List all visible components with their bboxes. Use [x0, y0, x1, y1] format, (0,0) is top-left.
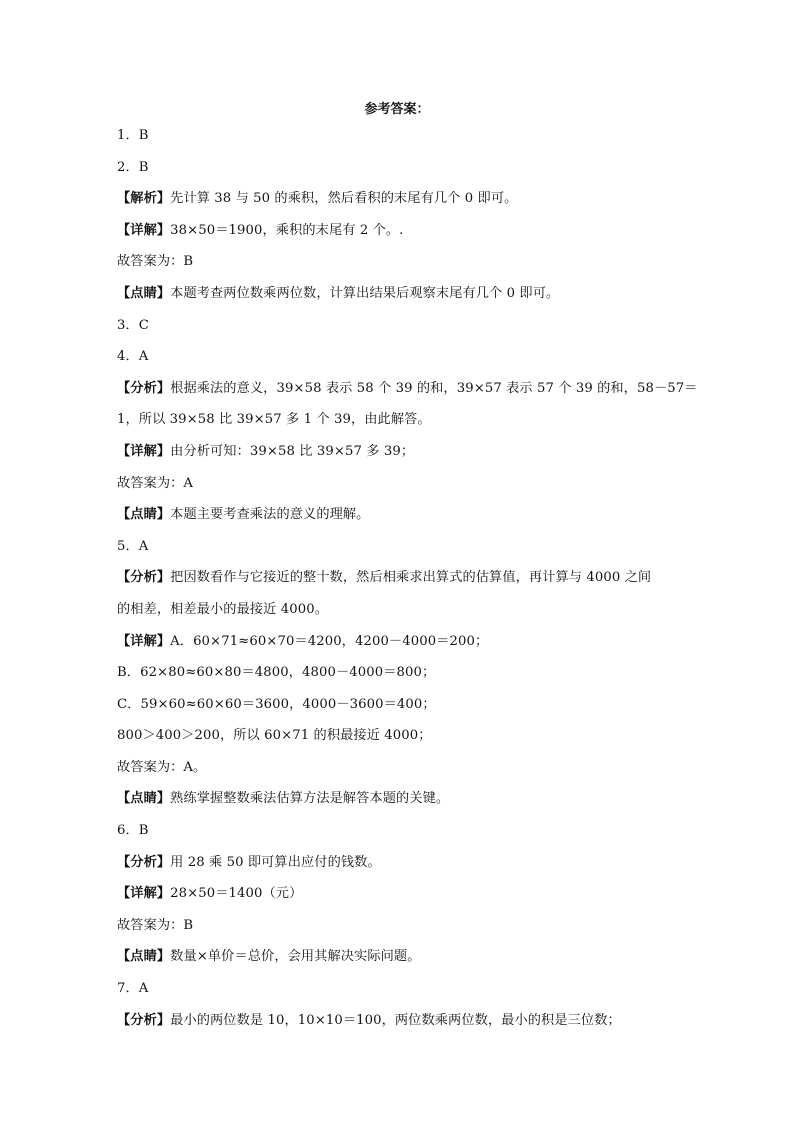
answer-line	[117, 499, 687, 531]
line-text: 6．B	[117, 823, 149, 839]
line-text: 最小的两位数是 10，10×10＝100，两位数乘两位数，最小的积是三位数；	[170, 1012, 621, 1028]
section-tag: 【分析】	[117, 1012, 171, 1028]
line-text: 7．A	[117, 981, 149, 997]
answer-line	[117, 246, 687, 278]
section-tag: 【点睛】	[117, 507, 171, 523]
answer-line	[117, 562, 687, 594]
answer-line	[117, 531, 687, 563]
answer-line	[117, 1005, 687, 1037]
line-text: 先计算 38 与 50 的乘积，然后看积的末尾有几个 0 即可。	[170, 191, 518, 207]
answer-line	[117, 689, 687, 721]
answer-line	[117, 720, 687, 752]
line-text: 故答案为：A	[117, 475, 194, 491]
section-tag: 【分析】	[117, 854, 171, 870]
answer-line	[117, 278, 687, 310]
section-tag: 【详解】	[117, 633, 171, 649]
line-text: 38×50＝1900，乘积的末尾有 2 个。.	[170, 222, 404, 238]
line-text: 的相差，相差最小的最接近 4000。	[117, 601, 328, 617]
answer-lines	[117, 120, 698, 1036]
answer-line	[117, 120, 687, 152]
section-tag: 【详解】	[117, 222, 171, 238]
answer-line	[117, 847, 687, 879]
line-text: 1．B	[117, 128, 149, 143]
line-text: 熟练掌握整数乘法估算方法是解答本题的关键。	[170, 791, 450, 807]
answer-line	[117, 152, 687, 184]
line-text: 故答案为：B	[117, 254, 194, 270]
page-title: 参考答案：	[364, 102, 430, 117]
answer-line	[117, 594, 687, 626]
section-tag: 【解析】	[117, 191, 171, 207]
line-text: 1，所以 39×58 比 39×57 多 1 个 39，由此解答。	[117, 412, 431, 428]
line-text: A．60×71≈60×70＝4200，4200－4000＝200；	[170, 633, 489, 649]
answer-line	[117, 404, 687, 436]
answer-line	[117, 973, 687, 1005]
line-text: 故答案为：B	[117, 917, 194, 933]
answer-line	[117, 941, 687, 973]
answer-line	[117, 626, 687, 658]
line-text: 28×50＝1400（元）	[170, 886, 303, 902]
line-text: 5．A	[117, 538, 149, 554]
answer-line	[117, 783, 687, 815]
answer-line	[117, 341, 687, 373]
section-tag: 【分析】	[117, 380, 171, 396]
line-text: 根据乘法的意义，39×58 表示 58 个 39 的和，39×57 表示 57 个 39 的和，58－57＝	[170, 380, 698, 396]
section-tag: 【点睛】	[117, 949, 171, 965]
line-text: 用 28 乘 50 即可算出应付的钱数。	[170, 854, 381, 870]
section-tag: 【详解】	[117, 886, 171, 902]
line-text: 数量×单价＝总价，会用其解决实际问题。	[170, 949, 421, 965]
line-text: 800＞400＞200，所以 60×71 的积最接近 4000；	[117, 728, 432, 744]
line-text: 由分析可知：39×58 比 39×57 多 39；	[170, 443, 415, 459]
answer-line	[117, 752, 687, 784]
section-tag: 【分析】	[117, 570, 171, 586]
answer-line	[117, 815, 687, 847]
line-text: 3．C	[117, 317, 149, 333]
section-tag: 【详解】	[117, 443, 171, 459]
answer-line	[117, 373, 698, 405]
line-text: 2．B	[117, 159, 149, 175]
answer-line	[117, 910, 687, 942]
answer-line	[117, 436, 687, 468]
section-tag: 【点睛】	[117, 791, 171, 807]
line-text: C．59×60≈60×60＝3600，4000－3600＝400；	[117, 696, 436, 712]
answer-line	[117, 878, 687, 910]
answer-line	[117, 183, 687, 215]
line-text: 把因数看作与它接近的整十数，然后相乘求出算式的估算值，再计算与 4000 之间	[170, 570, 652, 586]
line-text: 本题主要考查乘法的意义的理解。	[170, 507, 370, 523]
answer-line	[117, 468, 687, 500]
line-text: 4．A	[117, 349, 149, 365]
line-text: 故答案为：A。	[117, 759, 207, 775]
section-tag: 【点睛】	[117, 285, 171, 301]
answer-line	[117, 657, 687, 689]
answer-line	[117, 215, 687, 247]
line-text: 本题考查两位数乘两位数，计算出结果后观察末尾有几个 0 即可。	[170, 285, 560, 301]
line-text: B．62×80≈60×80＝4800，4800－4000＝800；	[117, 665, 436, 681]
answer-line	[117, 310, 687, 342]
